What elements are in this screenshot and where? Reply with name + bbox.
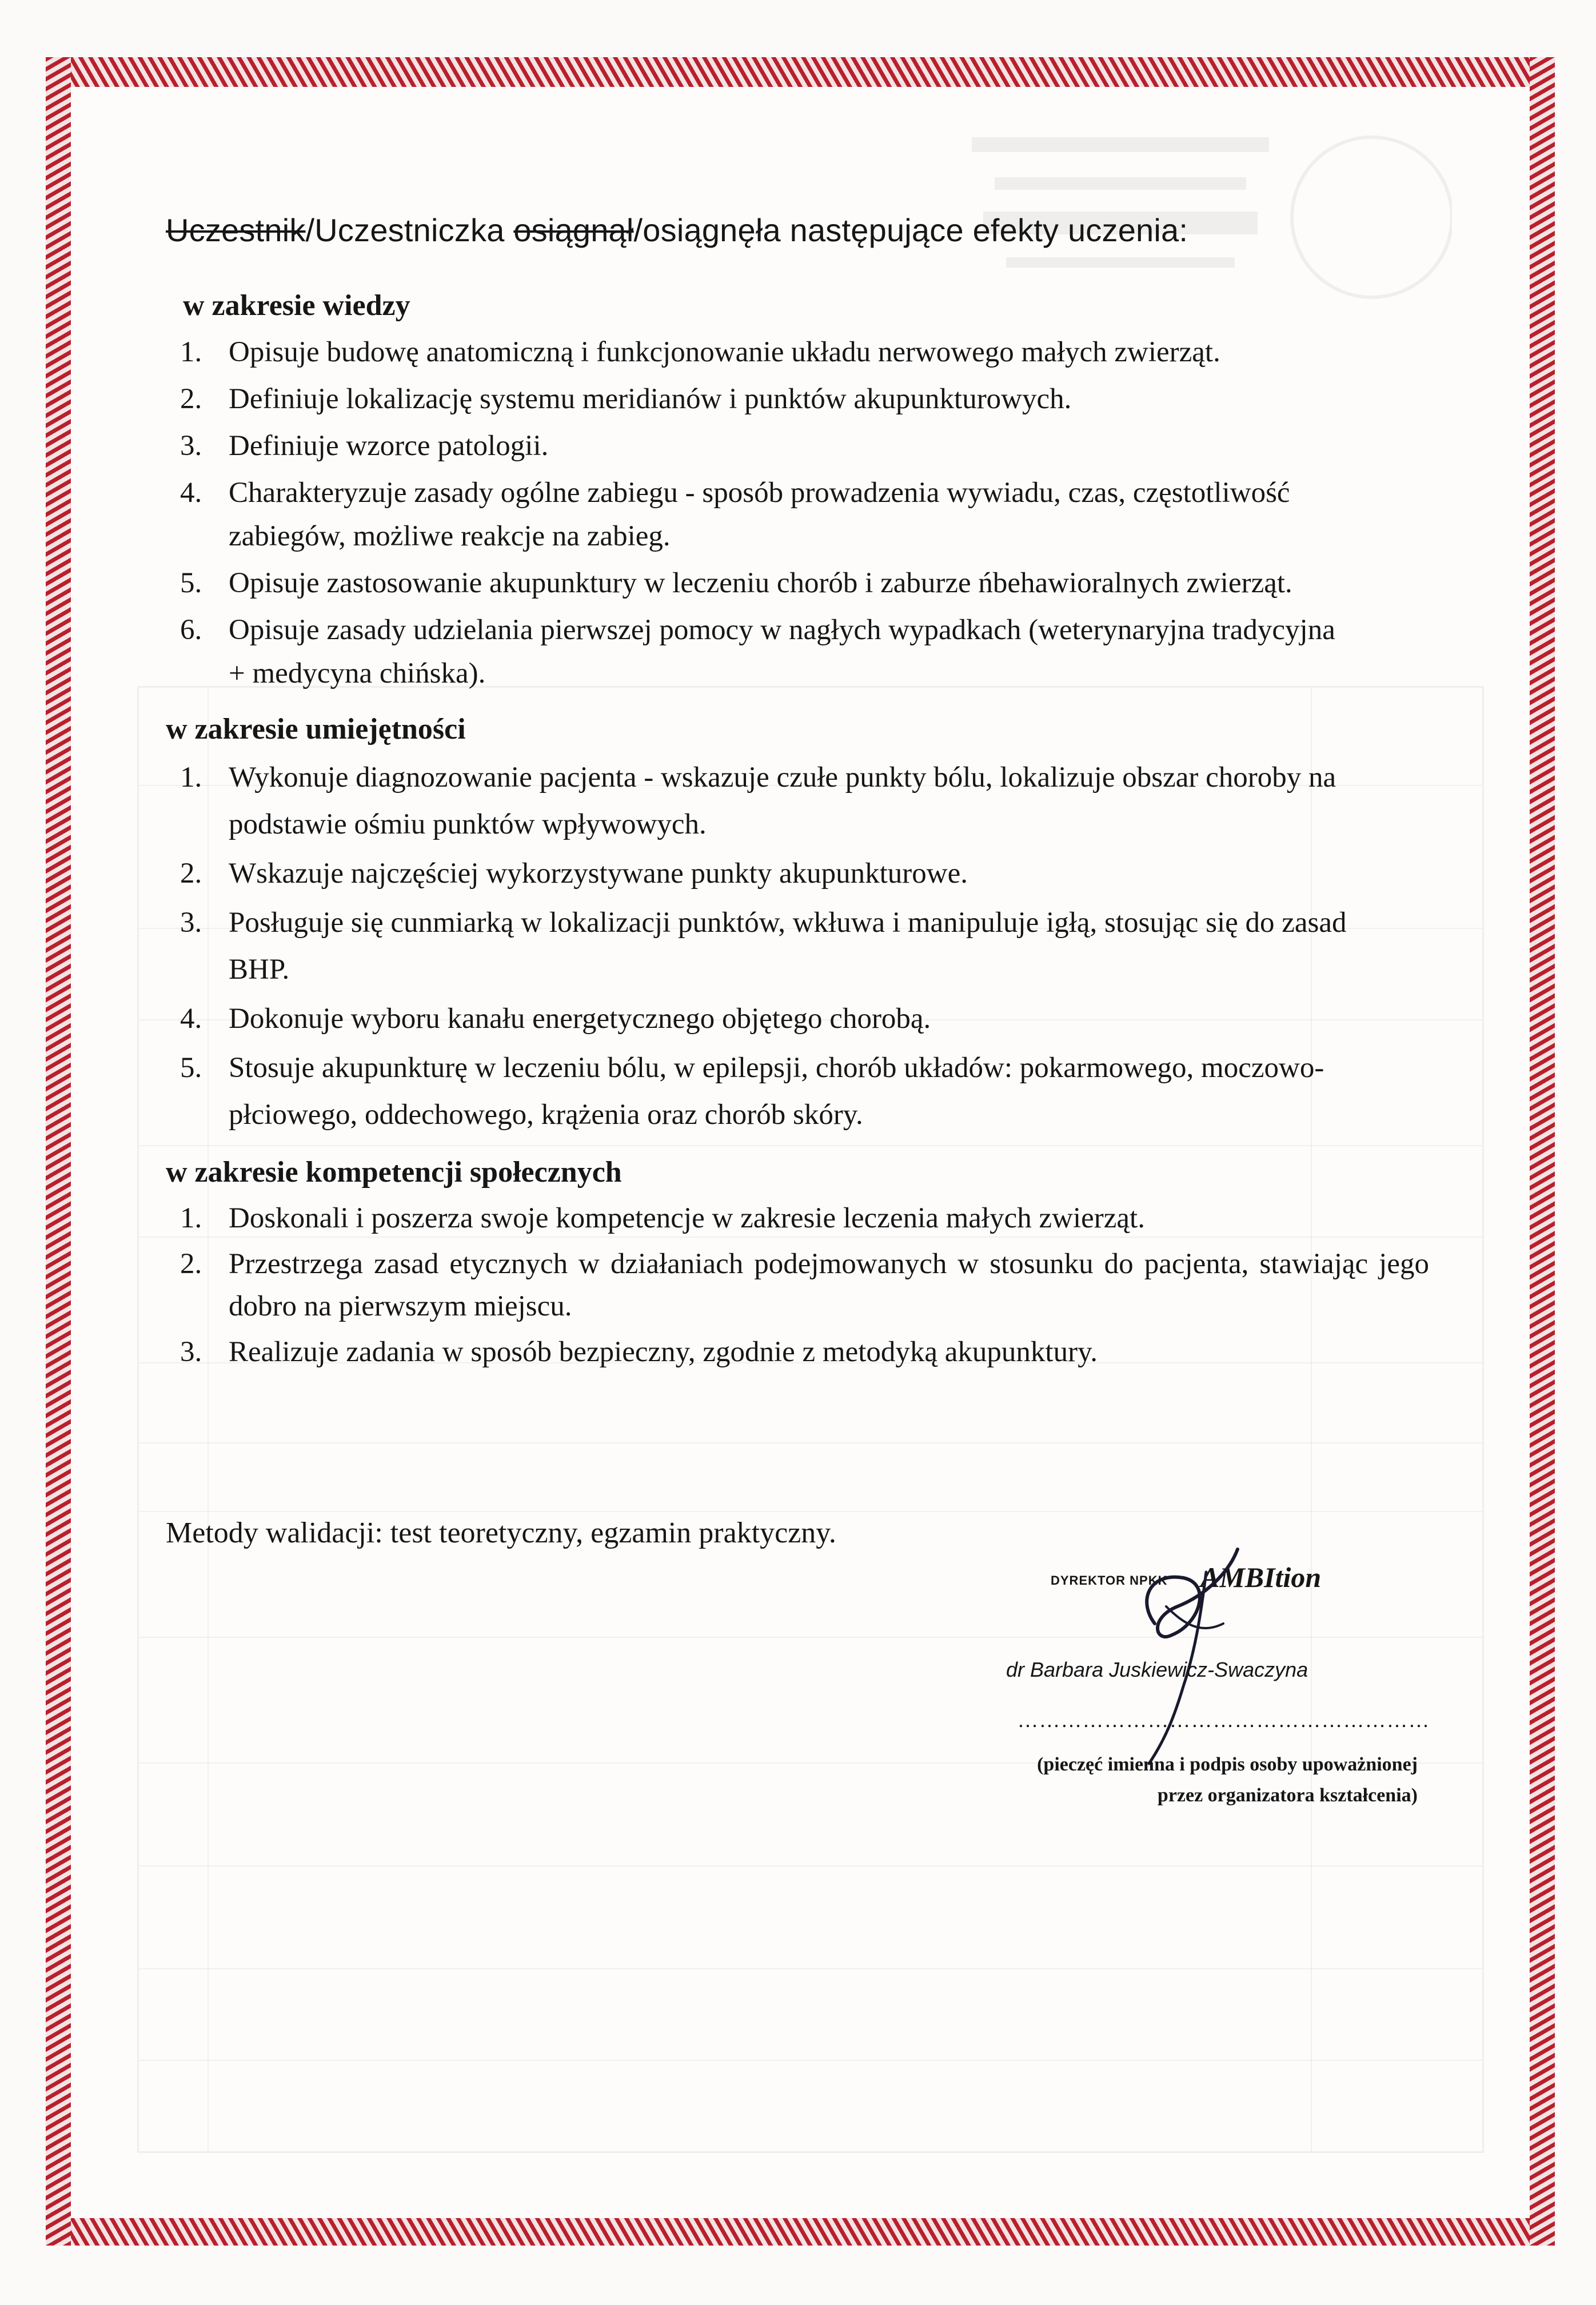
signature-caption: (pieczęć imienna i podpis osoby upoważnionej przez organizatora kształcenia) bbox=[1037, 1754, 1418, 1806]
list-item: 1. Doskonali i poszerza swoje kompetencje w zakresie leczenia małych zwierząt. bbox=[180, 1202, 1145, 1234]
section-skills bbox=[166, 712, 1423, 1138]
section-title-knowledge: w zakresie wiedzy bbox=[183, 289, 410, 322]
social-competences-list bbox=[166, 1197, 1429, 1373]
list-item: 2. Definiuje lokalizację systemu meridianów i punktów akupunkturowych. bbox=[180, 383, 1072, 415]
skills-list bbox=[166, 754, 1423, 1138]
list-item: 4. Charakteryzuje zasady ogólne zabiegu - sposób prowadzenia wywiadu, czas, częstotliwość zabiegów, możliwe reakcje na zabieg. bbox=[180, 477, 1290, 552]
list-item: 2. Przestrzega zasad etycznych w działaniach podejmowanych w stosunku do pacjenta, stawiając jego dobro na pierwszym miejscu. bbox=[180, 1248, 1429, 1322]
decorative-border-bottom bbox=[46, 2218, 1555, 2246]
page-title: Uczestnik/Uczestniczka osiągnął/osiągnęła następujące efekty uczenia: bbox=[166, 212, 1188, 248]
list-item: 1. Opisuje budowę anatomiczną i funkcjonowanie układu nerwowego małych zwierząt. bbox=[180, 336, 1220, 368]
list-item: 4. Dokonuje wyboru kanału energetycznego objętego chorobą. bbox=[180, 1003, 931, 1035]
list-item: 5. Opisuje zastosowanie akupunktury w leczeniu chorób i zaburze ńbehawioralnych zwierząt. bbox=[180, 567, 1292, 599]
struck-word-participant-male: Uczestnik bbox=[166, 212, 306, 248]
validation-methods: Metody walidacji: test teoretyczny, egzamin praktyczny. bbox=[166, 1517, 836, 1549]
struck-word-achieved-male: osiągnął bbox=[513, 212, 634, 248]
list-item: 6. Opisuje zasady udzielania pierwszej pomocy w nagłych wypadkach (weterynaryjna tradycyjna + medycyna chińska). bbox=[180, 614, 1335, 689]
signature-line: ………………………………………………… bbox=[1018, 1709, 1430, 1732]
section-social-competences bbox=[166, 1155, 1429, 1373]
section-knowledge bbox=[166, 289, 1423, 695]
decorative-border-top bbox=[46, 57, 1555, 87]
learning-outcomes bbox=[166, 212, 1429, 1390]
list-item: 2. Wskazuje najczęściej wykorzystywane punkty akupunkturowe. bbox=[180, 858, 968, 890]
decorative-border-left bbox=[46, 57, 71, 2246]
decorative-border-right bbox=[1530, 57, 1555, 2246]
director-name: dr Barbara Juskiewicz-Swaczyna bbox=[1006, 1658, 1308, 1681]
list-item: 5. Stosuje akupunkturę w leczeniu bólu, w epilepsji, chorób układów: pokarmowego, moczowo-płciowego, oddechowego, krążenia oraz chorób skóry. bbox=[180, 1052, 1324, 1131]
list-item: 3. Realizuje zadania w sposób bezpieczny, zgodnie z metodyką akupunktury. bbox=[180, 1336, 1098, 1368]
handwritten-signature-icon bbox=[1115, 1538, 1252, 1766]
list-item: 3. Posługuje się cunmiarką w lokalizacji punktów, wkłuwa i manipuluje igłą, stosując się do zasad BHP. bbox=[180, 907, 1347, 986]
director-stamp-label: DYREKTOR NPKK bbox=[1051, 1573, 1168, 1588]
section-title-social-competences: w zakresie kompetencji społecznych bbox=[166, 1156, 622, 1189]
section-title-skills: w zakresie umiejętności bbox=[166, 713, 466, 745]
stamp-brand-name: AMBItion bbox=[1200, 1561, 1322, 1593]
list-item: 3. Definiuje wzorce patologii. bbox=[180, 430, 549, 462]
knowledge-list bbox=[166, 330, 1423, 695]
list-item: 1. Wykonuje diagnozowanie pacjenta - wskazuje czułe punkty bólu, lokalizuje obszar choroby na podstawie ośmiu punktów wpływowych. bbox=[180, 761, 1336, 840]
